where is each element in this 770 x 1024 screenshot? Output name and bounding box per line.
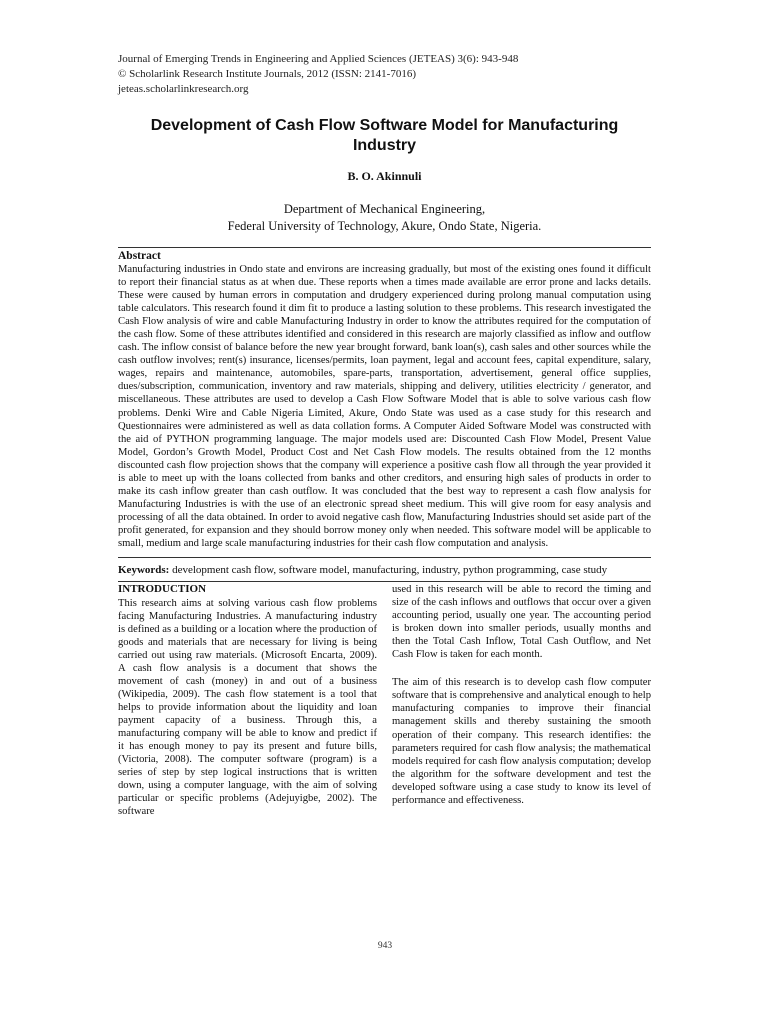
left-column (118, 583, 377, 818)
paper-page (118, 52, 651, 818)
divider-top (118, 247, 651, 248)
abstract-section (118, 249, 651, 550)
keywords-text: development cash flow, software model, manufacturing, industry, python programming, case study (169, 564, 608, 577)
abstract-text: Manufacturing industries in Ondo state and environs are increasing gradually, but most of the existing ones found it difficult to report their financial status as at when due. These reports when a times made available are error prone and lacks details. These were caused by human errors in computation and drudgery experienced during prolong manual computation using table calculators. This research found it dim fit to produce a lasting solution to these problems. This research investigated the Cash Flow analysis of wire and cable Manufacturing Industry in order to know the attributes required for the computation of the cash flow. Some of these attributes identified and considered in this research are majorly classified as inflow and outflow cash. The inflow consist of balance before the new year brought forward, bank loan(s), cash sales and other sources while the cash outflow involves; rent(s) insurance, licenses/permits, loan payment, legal and account fees, capital expenditure, salary, wages, repairs and maintenance, automobiles, spare-parts, transportation, advertisement, general office supplies, dues/subscription, communication, inventory and raw materials, shipping and delivery, utilities electricity / generator, and miscellaneous. These attributes are used to develop a Cash Flow Software Model that is able to solve various cash flow problems. Denki Wire and Cable Nigeria Limited, Akure, Ondo State was used as a case study for this research and Questionnaires were administered as well as data collation forms. A Computer Aided Software Model was constructed with the aid of PYTHON programming language. The major models used are: Discounted Cash Flow Model, Present Value Model, Gordon’s Growth Model, Product Cost and Net Cash Flow models. The results obtained from the 12 months discounted cash flow projection shows that the company will experience a positive cash flow all through the year provided it is able to meet up with the loans collected from banks and other creditors, and ensuring high sales of products in order to make its cash inflow greater than cash outflow. It was concluded that the best way to represent a cash flow analysis for Manufacturing Industries is with the use of an electronic spread sheet medium. This will give room for easy analysis and processing of all the data obtained. In order to avoid negative cash flow, Manufacturing Industries should set aside part of the profit generated, for expansion and they should borrow money only when needed. This software model will be applicable to small, medium and large scale manufacturing industries for their cash flow computation and analysis. (118, 264, 651, 549)
paper-author: B. O. Akinnuli (347, 169, 422, 183)
keywords-label: Keywords: (118, 564, 170, 577)
journal-header (118, 52, 651, 97)
abstract-heading: Abstract (118, 250, 161, 262)
journal-website: jeteas.scholarlinkresearch.org (118, 83, 249, 95)
introduction-heading: INTRODUCTION (118, 583, 207, 596)
affiliation-university: Federal University of Technology, Akure, Ondo State, Nigeria. (227, 219, 542, 233)
divider-keywords-bottom (118, 581, 651, 582)
paper-title: Development of Cash Flow Software Model for Manufacturing Industry (150, 117, 619, 154)
introduction-paragraph-3: The aim of this research is to develop cash flow computer software that is comprehensive and analytical enough to help manufacturing companies to improve their financial management skills and thereby sustaining the smooth operation of their company. This research identifies: the parameters required for cash flow analysis; the mathematical models required for cash flow analysis computation; develop the algorithm for the software development and test the developed software using a case study to know its level of performance and effectiveness. (392, 677, 651, 806)
introduction-paragraph-2: used in this research will be able to record the timing and size of the cash inflows and outflows that occur over a given accounting period, usually one year. The accounting period is broken down into smaller periods, usually months and then the Total Cash Inflow, Total Cash Outflow, and Net Cash Flow is taken for each month. (392, 584, 651, 661)
author-affiliation (118, 201, 651, 235)
affiliation-department: Department of Mechanical Engineering, (283, 202, 486, 216)
divider-keywords-top (118, 557, 651, 558)
body-columns (118, 583, 651, 818)
keywords-line (118, 563, 651, 577)
right-column (392, 583, 651, 818)
introduction-paragraph-1: This research aims at solving various cash flow problems facing Manufacturing Industries. A manufacturing industry is defined as a building or a location where the production of goods and materials that are necessary for living is being carried out using raw materials. (Microsoft Encarta, 2009). A cash flow analysis is a document that shows the movement of cash (money) in and out of a business (Wikipedia, 2009). The cash flow statement is a tool that helps to provide information about the liquidity and loan payment capacity of a business. Through this, a manufacturing company will be able to know and predict if it has enough money to pay its present and future bills, (Victoria, 2008). The computer software (program) is a series of step by step logical instructions that is written down, using a computer language, with the aim of solving particular or specific problems (Adejuyigbe, 2002). The software (118, 597, 377, 818)
journal-copyright: © Scholarlink Research Institute Journals, 2012 (ISSN: 2141-7016) (118, 68, 416, 80)
journal-citation: Journal of Emerging Trends in Engineering and Applied Sciences (JETEAS) 3(6): 943-948 (118, 53, 519, 65)
page-number: 943 (377, 941, 393, 951)
